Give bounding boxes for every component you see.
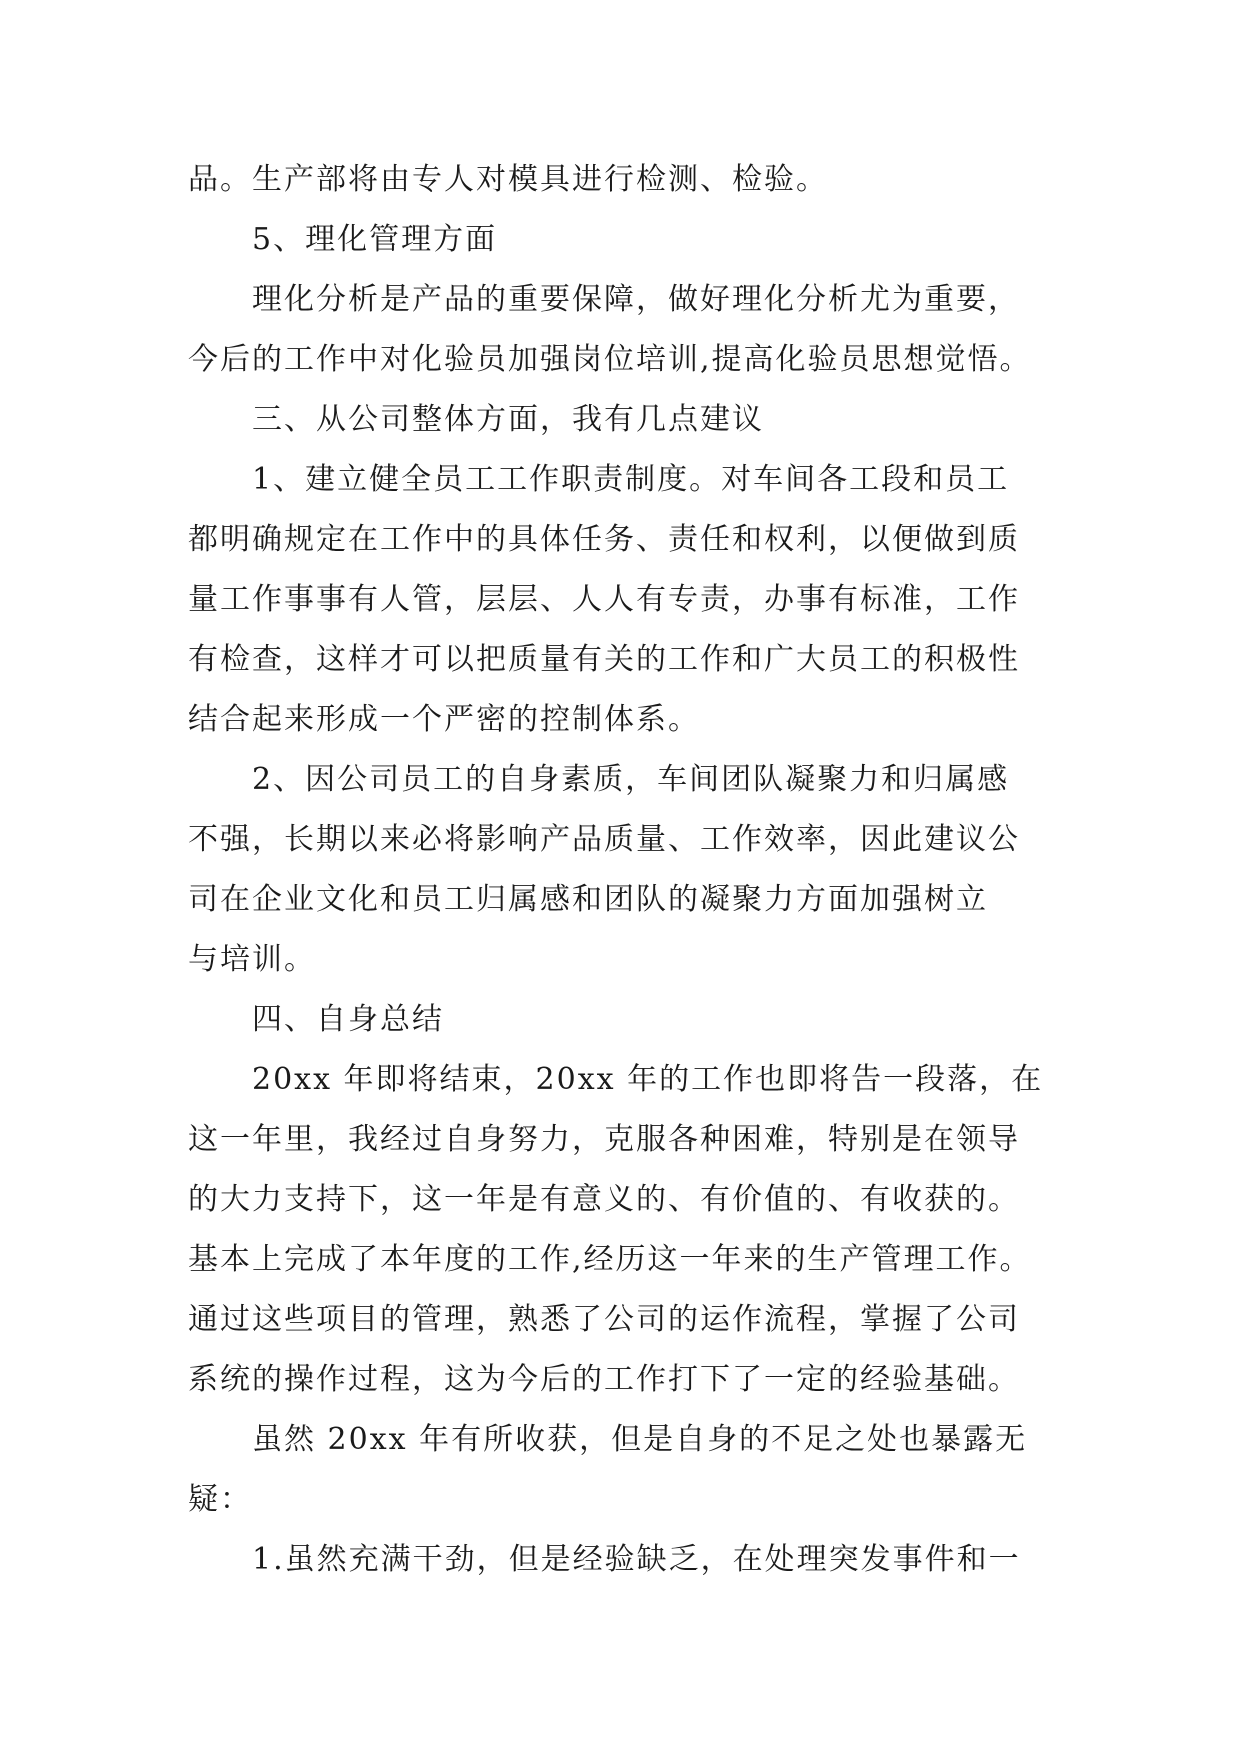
document-body (188, 150, 1068, 1590)
text-line: 系统的操作过程，这为今后的工作打下了一定的经验基础。 (188, 1362, 1020, 1397)
text-line: 20xx 年即将结束，20xx 年的工作也即将告一段落，在 (252, 1062, 1044, 1097)
text-line: 理化分析是产品的重要保障，做好理化分析尤为重要， (252, 282, 1020, 317)
text-line: 结合起来形成一个严密的控制体系。 (188, 702, 700, 737)
text-line: 不强，长期以来必将影响产品质量、工作效率，因此建议公 (188, 822, 1020, 857)
text-line: 通过这些项目的管理，熟悉了公司的运作流程，掌握了公司 (188, 1302, 1020, 1337)
text-line: 量工作事事有人管，层层、人人有专责，办事有标准，工作 (188, 582, 1020, 617)
text-line: 品。生产部将由专人对模具进行检测、检验。 (188, 162, 828, 197)
text-line: 基本上完成了本年度的工作,经历这一年来的生产管理工作。 (188, 1242, 1032, 1277)
text-line: 的大力支持下，这一年是有意义的、有价值的、有收获的。 (188, 1182, 1020, 1217)
text-line: 这一年里，我经过自身努力，克服各种困难，特别是在领导 (188, 1122, 1020, 1157)
text-line: 虽然 20xx 年有所收获，但是自身的不足之处也暴露无 (252, 1422, 1028, 1457)
text-line: 1.虽然充满干劲，但是经验缺乏，在处理突发事件和一 (252, 1542, 1021, 1577)
text-line: 疑： (188, 1482, 252, 1517)
section-heading: 四、自身总结 (252, 1002, 444, 1037)
text-line: 今后的工作中对化验员加强岗位培训,提高化验员思想觉悟。 (188, 342, 1032, 377)
text-line: 都明确规定在工作中的具体任务、责任和权利，以便做到质 (188, 522, 1020, 557)
text-line: 有检查，这样才可以把质量有关的工作和广大员工的积极性 (188, 642, 1020, 677)
section-heading: 5、理化管理方面 (252, 222, 498, 257)
section-heading: 三、从公司整体方面，我有几点建议 (252, 402, 764, 437)
text-line: 与培训。 (188, 942, 316, 977)
text-line: 司在企业文化和员工归属感和团队的凝聚力方面加强树立 (188, 882, 988, 917)
text-line: 1、建立健全员工工作职责制度。对车间各工段和员工 (252, 462, 1010, 497)
text-line: 2、因公司员工的自身素质，车间团队凝聚力和归属感 (252, 762, 1010, 797)
